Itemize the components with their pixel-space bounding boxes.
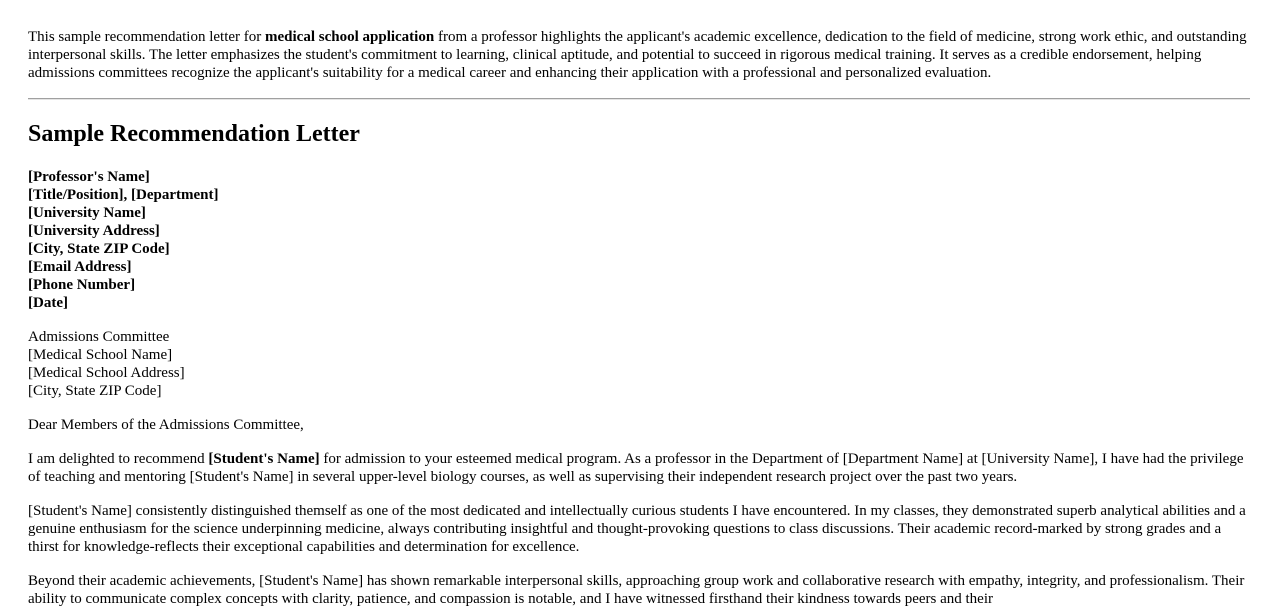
sender-line-city: [City, State ZIP Code] (28, 241, 170, 257)
sender-line-address: [University Address] (28, 223, 160, 239)
sender-line-name: [Professor's Name] (28, 169, 150, 185)
salutation: Dear Members of the Admissions Committee, (28, 417, 304, 433)
recipient-line-city: [City, State ZIP Code] (28, 383, 162, 399)
recipient-line-school: [Medical School Name] (28, 347, 173, 363)
intro-bold-phrase: medical school application (265, 29, 435, 45)
recipient-line-committee: Admissions Committee (28, 329, 170, 345)
intro-paragraph (28, 0, 1250, 82)
intro-text-end: from a professor highlights the applicant's academic excellence, dedication to the field of medicine, strong work ethic, and outstanding interpersonal skills. The letter emphasizes the student's commitment to learning, clinical aptitude, and potential to succeed in rigorous medical training. It serves as a credible endorsement, helping admissions committees recognize the applicant's suitability for a medical career and enhancing their application with a professional and personalized evaluation. (28, 29, 1247, 81)
sender-address-block (28, 168, 1250, 312)
sender-line-university: [University Name] (28, 205, 146, 221)
sender-line-email: [Email Address] (28, 259, 132, 275)
student-name-bold: [Student's Name] (208, 451, 320, 467)
recipient-line-address: [Medical School Address] (28, 365, 185, 381)
section-divider (28, 98, 1250, 100)
paragraph-1-start: I am delighted to recommend (28, 451, 209, 467)
letter-paragraph-2: [Student's Name] consistently distinguished themself as one of the most dedicated and intellectually curious students I have encountered. In my classes, they demonstrated superb analytical abilities and a genuine enthusiasm for the science underpinning medicine, always contributing insightful and thought-provoking questions to class discussions. Their academic record-marked by strong grades and a thirst for knowledge-reflects their exceptional capabilities and determination for excellence. (28, 503, 1246, 555)
letter-paragraph-1 (28, 450, 1250, 486)
sender-line-date: [Date] (28, 295, 68, 311)
letter-heading: Sample Recommendation Letter (28, 121, 360, 147)
sender-line-phone: [Phone Number] (28, 277, 136, 293)
letter-paragraph-3: Beyond their academic achievements, [Student's Name] has shown remarkable interpersonal skills, approaching group work and collaborative research with empathy, integrity, and professionalism. Their ability to communicate complex concepts with clarity, patience, and compassion is notable, and I have witnessed firsthand their kindness towards peers and their (28, 573, 1245, 607)
paragraph-1-end: for admission to your esteemed medical program. As a professor in the Department of [Department Name] at [University Name], I have had the privilege of teaching and mentoring [Student's Name] in several upper-level biology courses, as well as supervising their independent research project over the past two years. (28, 451, 1244, 485)
sender-line-title: [Title/Position], [Department] (28, 187, 219, 203)
recipient-address-block (28, 328, 1250, 400)
intro-text-start: This sample recommendation letter for (28, 29, 266, 45)
